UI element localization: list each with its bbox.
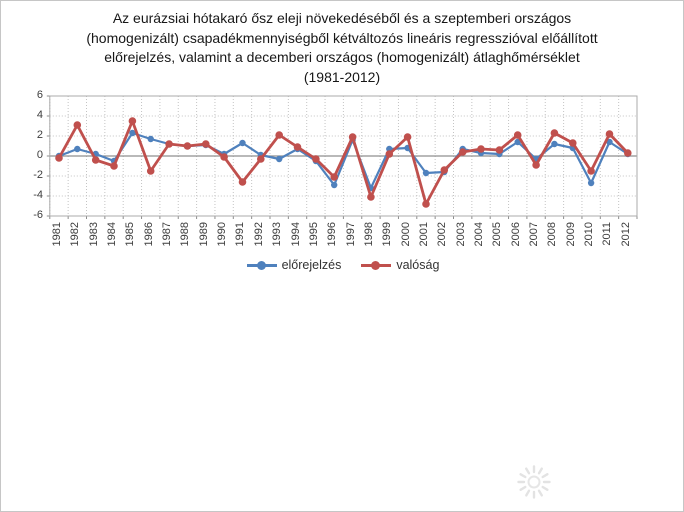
y-tick-label: -6 xyxy=(33,209,43,221)
x-tick-label: 2006 xyxy=(509,222,522,247)
x-tick-label: 1981 xyxy=(50,222,63,247)
y-tick-label: 2 xyxy=(36,129,43,141)
x-tick-label: 2001 xyxy=(417,222,430,247)
sun-watermark-icon xyxy=(516,464,552,500)
y-tick-label: 0 xyxy=(36,149,43,161)
y-tick-label: 4 xyxy=(36,109,43,121)
chart-title-line-2: (homogenizált) csapadékmennyiségből kétváltozós lineáris regresszióval előállított xyxy=(86,29,598,46)
x-tick-label: 1989 xyxy=(197,222,210,247)
forecast-line-marker-icon xyxy=(247,261,277,270)
x-tick-label: 1999 xyxy=(381,222,394,247)
legend-label-reality: valóság xyxy=(396,258,440,272)
reality-line-marker-icon xyxy=(361,261,391,270)
x-tick-label: 1991 xyxy=(234,222,247,247)
x-tick-label: 2008 xyxy=(546,222,559,247)
x-tick-label: 1998 xyxy=(362,222,375,247)
x-tick-label: 1984 xyxy=(106,222,119,247)
chart-title-line-1: Az eurázsiai hótakaró ősz eleji növekedéséből és a szeptemberi országos xyxy=(112,10,572,26)
legend-label-forecast: előrejelzés xyxy=(281,258,342,272)
x-tick-label: 1997 xyxy=(344,222,357,247)
x-tick-label: 1992 xyxy=(252,222,265,247)
legend xyxy=(1,258,684,272)
x-tick-label: 1990 xyxy=(216,222,229,247)
x-tick-label: 2012 xyxy=(619,222,632,247)
x-tick-label: 1994 xyxy=(289,222,302,247)
x-tick-label: 2000 xyxy=(399,222,412,247)
x-tick-label: 1993 xyxy=(271,222,284,247)
x-tick-label: 1987 xyxy=(161,222,174,247)
x-tick-label: 2005 xyxy=(491,222,504,247)
x-tick-label: 2003 xyxy=(454,222,467,247)
forecast-dot-icon xyxy=(257,261,266,270)
x-tick-label: 2010 xyxy=(583,222,596,247)
legend-item-reality xyxy=(361,258,439,272)
y-tick-label: -2 xyxy=(33,169,43,181)
x-tick-label: 2002 xyxy=(436,222,449,247)
chart-title-line-4: (1981-2012) xyxy=(303,68,381,85)
plot-area xyxy=(1,1,684,301)
chart-title-line-3: előrejelzés, valamint a decemberi országos (homogenizált) átlaghőmérséklet xyxy=(104,49,580,65)
x-tick-label: 1983 xyxy=(87,222,100,247)
x-tick-label: 1995 xyxy=(307,222,320,247)
x-tick-label: 2007 xyxy=(528,222,541,247)
x-tick-label: 2011 xyxy=(601,222,614,246)
x-tick-label: 1988 xyxy=(179,222,192,247)
x-tick-label: 2009 xyxy=(564,222,577,247)
reality-dot-icon xyxy=(371,261,380,270)
legend-item-forecast xyxy=(247,258,342,272)
x-tick-label: 1982 xyxy=(69,222,82,247)
y-tick-label: -4 xyxy=(33,189,43,201)
x-tick-label: 1986 xyxy=(142,222,155,247)
x-tick-label: 2004 xyxy=(473,222,486,247)
x-tick-label: 1985 xyxy=(124,222,137,247)
y-tick-label: 6 xyxy=(36,89,43,101)
x-tick-label: 1996 xyxy=(326,222,339,247)
